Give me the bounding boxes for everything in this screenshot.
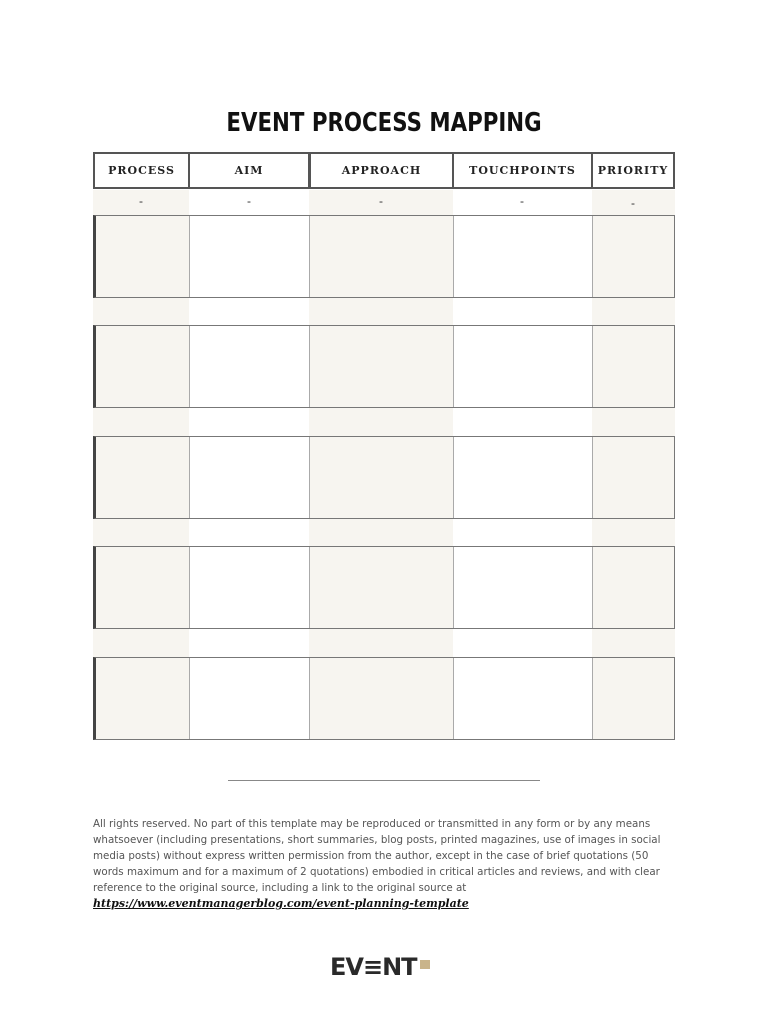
source-link[interactable]: https://www.eventmanagerblog.com/event-planning-template bbox=[93, 897, 469, 910]
header-aim: AIM bbox=[188, 152, 310, 189]
header-priority: PRIORITY bbox=[591, 152, 675, 189]
placeholder-touchpoints: - bbox=[520, 194, 524, 208]
separator-line bbox=[228, 780, 540, 781]
table-row[interactable] bbox=[93, 436, 675, 519]
logo-badge-icon bbox=[420, 960, 430, 969]
copyright-notice bbox=[93, 816, 678, 912]
header-process: PROCESS bbox=[93, 152, 190, 189]
table-row[interactable] bbox=[93, 325, 675, 408]
table-row[interactable] bbox=[93, 546, 675, 629]
event-logo bbox=[330, 953, 430, 981]
rights-text: All rights reserved. No part of this template may be reproduced or transmitted in any form or by any means whatsoever (including presentations, short summaries, blog posts, printed magazines, use of images in social media posts) without express written permission from the author, except in the case of brief quotations (50 words maximum and for a maximum of 2 quotations) embodied in critical articles and reviews, and with clear reference to the original source, including a link to the original source at bbox=[93, 818, 661, 894]
placeholder-process: - bbox=[139, 194, 143, 208]
table-header bbox=[93, 152, 675, 189]
placeholder-approach: - bbox=[379, 194, 383, 208]
placeholder-priority: - bbox=[631, 196, 635, 210]
logo-text: EV≡NT bbox=[330, 953, 417, 981]
header-approach: APPROACH bbox=[309, 152, 454, 189]
placeholder-aim: - bbox=[247, 194, 251, 208]
table-row[interactable] bbox=[93, 215, 675, 298]
header-touchpoints: TOUCHPOINTS bbox=[452, 152, 593, 189]
page-title: EVENT PROCESS MAPPING bbox=[226, 108, 542, 138]
table-row[interactable] bbox=[93, 657, 675, 740]
